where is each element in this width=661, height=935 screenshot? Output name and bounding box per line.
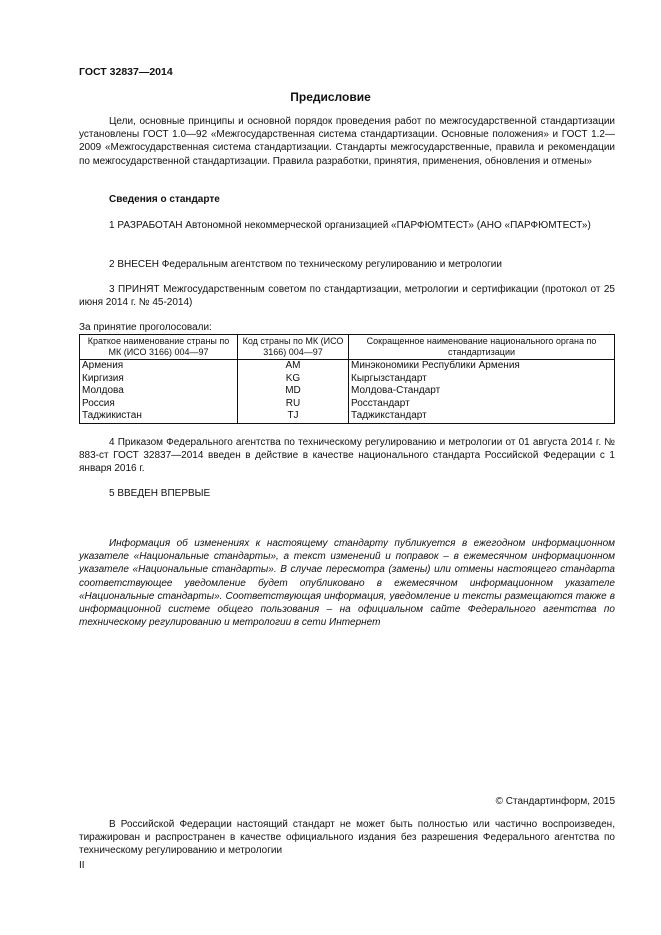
voting-table bbox=[79, 334, 615, 424]
table-row bbox=[80, 385, 615, 398]
intro-paragraph: Цели, основные принципы и основной порядок проведения работ по межгосударственной стандартизации установлены ГОСТ 1.0—92 «Межгосударственная система стандартизации. Основные положения» и ГОСТ 1.2—2009 «Межгосударственная система стандартизации. Стандарты межгосударственные, правила и рекомендации по межгосударственной стандартизации. Правила разработки, принятия, применения, обновления и отмены» bbox=[79, 116, 615, 167]
body-cell: Таджикстандарт bbox=[349, 410, 615, 423]
table-row bbox=[80, 410, 615, 423]
item-5: 5 ВВЕДЕН ВПЕРВЫЕ bbox=[109, 488, 211, 499]
code-cell: KG bbox=[238, 373, 349, 386]
country-cell: Армения bbox=[80, 360, 238, 373]
table-row bbox=[80, 398, 615, 411]
item-4: 4 Приказом Федерального агентства по техническому регулированию и метрологии от 01 августа 2014 г. № 883-ст ГОСТ 32837—2014 введен в действие в качестве национального стандарта Российской Федерации с 1 января 2016 г. bbox=[79, 437, 615, 475]
code-cell: AM bbox=[238, 360, 349, 373]
table-row bbox=[80, 360, 615, 373]
copyright: © Стандартинформ, 2015 bbox=[495, 796, 615, 807]
body-cell: Минэкономики Республики Армения bbox=[349, 360, 615, 373]
body-cell: Молдова-Стандарт bbox=[349, 385, 615, 398]
table-row bbox=[80, 373, 615, 386]
table-header-country: Краткое наименование страны по МК (ИСО 3166) 004—97 bbox=[80, 335, 238, 360]
item-3: 3 ПРИНЯТ Межгосударственным советом по стандартизации, метрологии и сертификации (протокол от 25 июня 2014 г. № 45-2014) bbox=[79, 284, 615, 309]
code-cell: MD bbox=[238, 385, 349, 398]
body-cell: Кыргызстандарт bbox=[349, 373, 615, 386]
page-title: Предисловие bbox=[290, 90, 371, 104]
country-cell: Таджикистан bbox=[80, 410, 238, 423]
body-cell: Росстандарт bbox=[349, 398, 615, 411]
reproduction-notice: В Российской Федерации настоящий стандарт не может быть полностью или частично воспроизведен, тиражирован и распространен в качестве официального издания без разрешения Федерального агентства по техническому регулированию и метрологии bbox=[79, 819, 615, 857]
table-header-code: Код страны по МК (ИСО 3166) 004—97 bbox=[238, 335, 349, 360]
page-number: II bbox=[79, 860, 85, 871]
code-cell: RU bbox=[238, 398, 349, 411]
table-caption: За принятие проголосовали: bbox=[79, 322, 212, 333]
country-cell: Молдова bbox=[80, 385, 238, 398]
country-cell: Россия bbox=[80, 398, 238, 411]
document-code: ГОСТ 32837—2014 bbox=[79, 66, 173, 78]
code-cell: TJ bbox=[238, 410, 349, 423]
section-heading: Сведения о стандарте bbox=[109, 194, 220, 205]
info-paragraph: Информация об изменениях к настоящему стандарту публикуется в ежегодном информационном указателе «Национальные стандарты», а текст изменений и поправок – в ежемесячном информационном указателе «Национальные стандарты». В случае пересмотра (замены) или отмены настоящего стандарта соответствующее уведомление будет опубликовано в ежемесячном информационном указателе «Национальные стандарты». Соответствующая информация, уведомление и тексты размещаются также в информационной системе общего пользования – на официальном сайте Федерального агентства по техническому регулированию и метрологии в сети Интернет bbox=[79, 538, 615, 629]
item-1: 1 РАЗРАБОТАН Автономной некоммерческой организацией «ПАРФЮМТЕСТ» (АНО «ПАРФЮМТЕСТ») bbox=[109, 220, 591, 231]
item-2: 2 ВНЕСЕН Федеральным агентством по техническому регулированию и метрологии bbox=[109, 259, 502, 270]
country-cell: Киргизия bbox=[80, 373, 238, 386]
table-header-body: Сокращенное наименование национального органа по стандартизации bbox=[349, 335, 615, 360]
